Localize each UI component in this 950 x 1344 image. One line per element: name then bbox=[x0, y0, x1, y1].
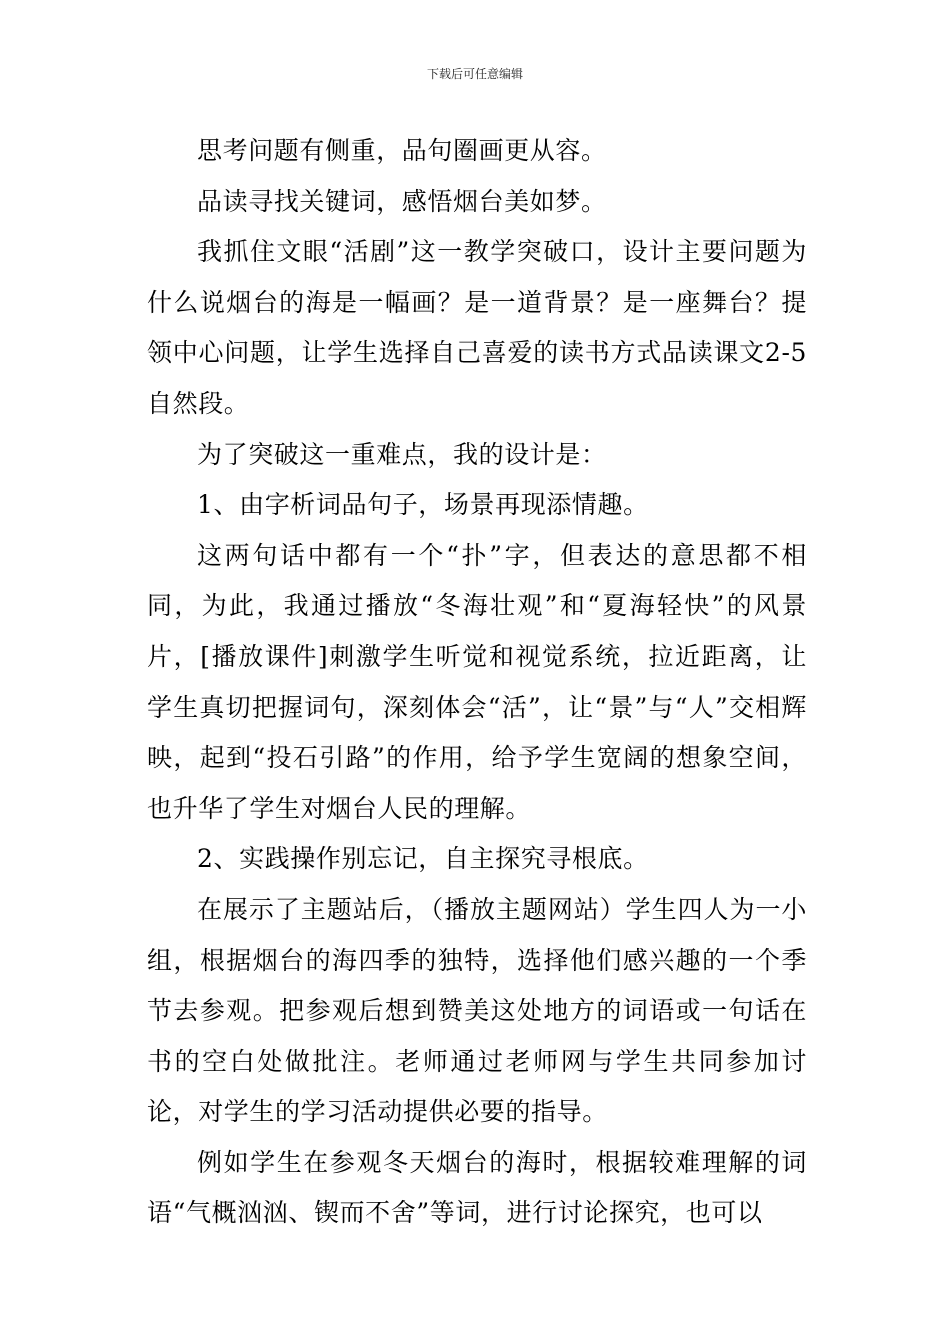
paragraph: 我抓住文眼“活剧”这一教学突破口，设计主要问题为什么说烟台的海是一幅画？是一道背景？是一座舞台？提领中心问题，让学生选择自己喜爱的读书方式品读课文2-5自然段。 bbox=[147, 237, 807, 418]
paragraph: 1、由字析词品句子，场景再现添情趣。 bbox=[197, 490, 649, 520]
paragraph: 例如学生在参观冬天烟台的海时，根据较难理解的词语“气概汹汹、锲而不舍”等词，进行讨论探究，也可以 bbox=[147, 1147, 807, 1228]
paragraph: 品读寻找关键词，感悟烟台美如梦。 bbox=[197, 186, 607, 216]
paragraph: 在展示了主题站后，（播放主题网站）学生四人为一小组，根据烟台的海四季的独特，选择他们感兴趣的一个季节去参观。把参观后想到赞美这处地方的词语或一句话在书的空白处做批注。老师通过老师网与学生共同参加讨论，对学生的学习活动提供必要的指导。 bbox=[147, 894, 807, 1127]
paragraph: 思考问题有侧重，品句圈画更从容。 bbox=[197, 136, 607, 165]
paragraph: 这两句话中都有一个“扑”字，但表达的意思都不相同，为此，我通过播放“冬海壮观”和“夏海轻快”的风景片，[播放课件]刺激学生听觉和视觉系统，拉近距离，让学生真切把握词句，深刻体会“活”，让“景”与“人”交相辉映，起到“投石引路”的作用，给予学生宽阔的想象空间，也升华了学生对烟台人民的理解。 bbox=[147, 540, 807, 823]
paragraph: 为了突破这一重难点，我的设计是： bbox=[197, 439, 607, 469]
paragraph: 2、实践操作别忘记，自主探究寻根底。 bbox=[197, 844, 649, 874]
body-text bbox=[147, 126, 807, 1239]
page-header: 下载后可任意编辑 bbox=[426, 67, 523, 81]
